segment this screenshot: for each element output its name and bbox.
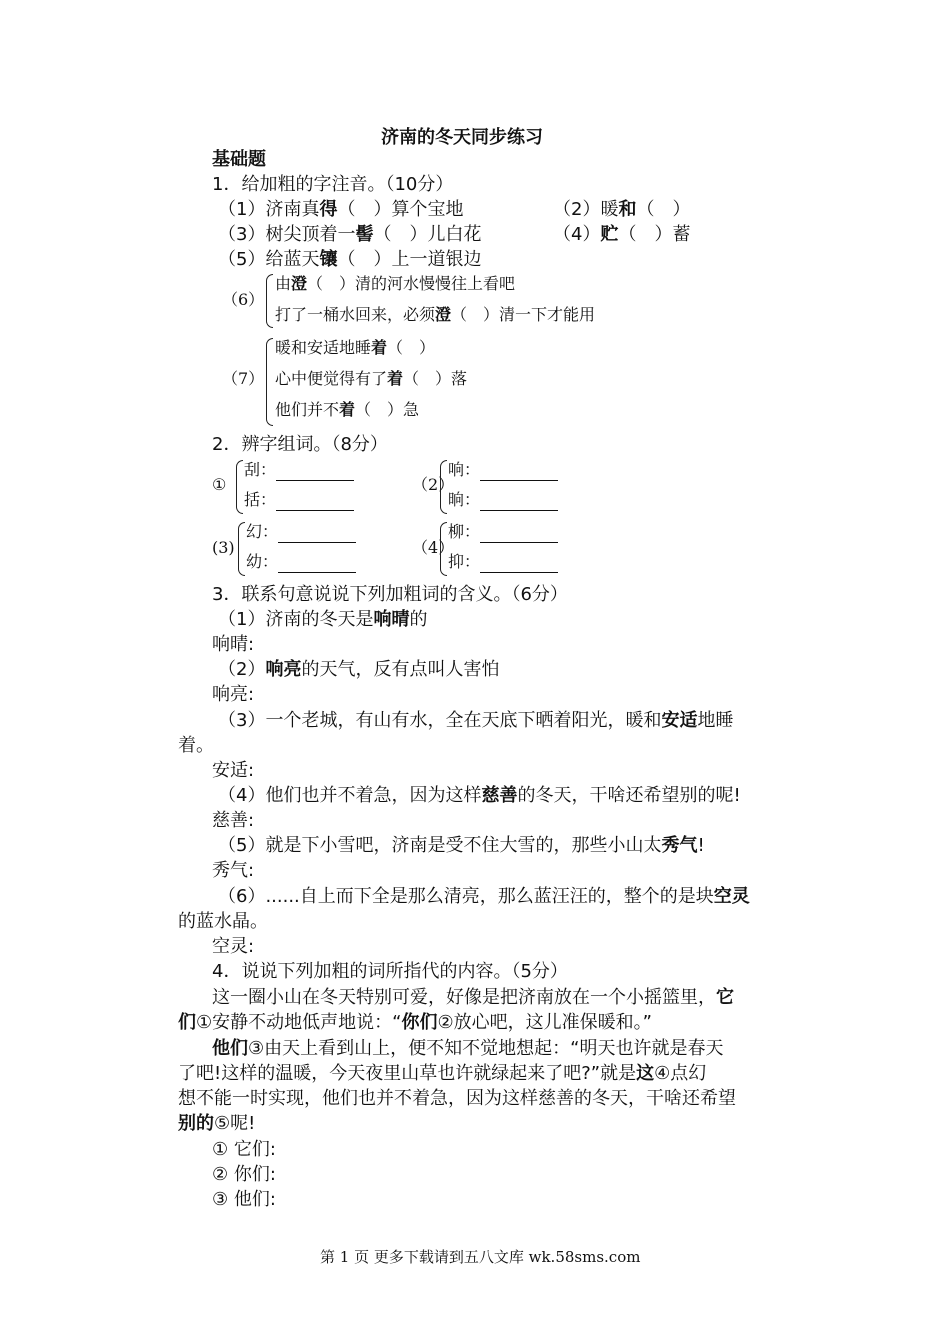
brace-bracket	[236, 460, 243, 514]
q2-group-1-label: ①	[212, 475, 227, 494]
q3-answer-1[interactable]: 响晴:	[212, 634, 255, 655]
q4-paragraph-1-line-1: 这一圈小山在冬天特别可爱，好像是把济南放在一个小摇篮里，它	[212, 987, 734, 1008]
q3-sentence-4: （4）他们也并不着急，因为这样慈善的冬天，干啥还希望别的呢!	[218, 785, 741, 806]
q3-sentence-3: （3）一个老城，有山有水，全在天底下晒着阳光，暖和安适地睡	[218, 710, 734, 731]
q3-answer-2[interactable]: 响亮:	[212, 684, 255, 705]
q4-paragraph-1-line-2: 们①安静不动地低声地说：“你们②放心吧，这儿准保暖和。”	[178, 1012, 652, 1033]
section-heading: 基础题	[212, 149, 266, 170]
q1-item-7-line-2: 心中便觉得有了着（ ）落	[275, 369, 468, 388]
q1-heading: 1．给加粗的字注音。（10分）	[212, 174, 454, 195]
q1-item-3: （3）树尖顶着一髻（ ）儿白花	[218, 224, 482, 245]
q2-group-4-label: （4）	[412, 538, 455, 557]
q2-group-2-label: （2）	[412, 475, 455, 494]
answer-blank[interactable]	[480, 492, 558, 511]
q3-answer-3[interactable]: 安适:	[212, 760, 255, 781]
q3-answer-5[interactable]: 秀气:	[212, 860, 255, 881]
answer-blank[interactable]	[480, 554, 558, 573]
q4-answer-1[interactable]: ① 它们:	[212, 1139, 276, 1160]
q4-paragraph-2-line-2: 了吧!这样的温暖，今天夜里山草也许就绿起来了吧?”就是这④点幻	[178, 1063, 707, 1084]
brace-bracket	[266, 338, 273, 426]
q1-item-7-label: （7）	[222, 369, 265, 388]
page-title: 济南的冬天同步练习	[381, 127, 543, 148]
q3-answer-4[interactable]: 慈善:	[212, 810, 255, 831]
q1-item-6-label: （6）	[222, 290, 265, 309]
q3-sentence-5: （5）就是下小雪吧，济南是受不住大雪的，那些小山太秀气!	[218, 835, 705, 856]
answer-blank[interactable]	[276, 462, 354, 481]
brace-bracket	[440, 460, 447, 514]
q3-sentence-6: （6）......自上而下全是那么清亮，那么蓝汪汪的，整个的是块空灵	[218, 886, 750, 907]
q1-item-5: （5）给蓝天镶（ ）上一道银边	[218, 249, 482, 270]
q2-group-2-a: 响：	[448, 459, 558, 481]
page-footer: 第 1 页 更多下载请到五八文库 wk.58sms.com	[320, 1248, 641, 1266]
q3-sentence-2: （2）响亮的天气，反有点叫人害怕	[218, 659, 500, 680]
q4-heading: 4．说说下列加粗的词所指代的内容。（5分）	[212, 961, 568, 982]
answer-blank[interactable]	[480, 462, 558, 481]
q4-answer-3[interactable]: ③ 他们:	[212, 1189, 276, 1210]
q1-item-7-line-1: 暖和安适地睡着（ ）	[275, 338, 436, 357]
q1-item-6-line-1: 由澄（ ）清的河水慢慢往上看吧	[275, 274, 516, 293]
q3-sentence-6-cont: 的蓝水晶。	[178, 911, 268, 932]
q4-paragraph-2-line-1: 他们③由天上看到山上，便不知不觉地想起：“明天也许就是春天	[212, 1038, 724, 1059]
answer-blank[interactable]	[278, 524, 356, 543]
answer-blank[interactable]	[480, 524, 558, 543]
q3-sentence-1: （1）济南的冬天是响晴的	[218, 609, 428, 630]
q4-paragraph-2-line-4: 别的⑤呢!	[178, 1113, 256, 1134]
brace-bracket	[238, 522, 245, 576]
q1-item-7-line-3: 他们并不着（ ）急	[275, 400, 420, 419]
q2-heading: 2．辨字组词。（8分）	[212, 434, 388, 455]
q3-heading: 3．联系句意说说下列加粗词的含义。（6分）	[212, 584, 568, 605]
q3-answer-6[interactable]: 空灵:	[212, 936, 255, 957]
brace-bracket	[266, 274, 273, 328]
q2-group-4-a: 柳：	[448, 521, 558, 543]
q2-group-1-b: 括：	[244, 489, 354, 511]
q2-group-2-b: 晌：	[448, 489, 558, 511]
q4-paragraph-2-line-3: 想不能一时实现，他们也并不着急，因为这样慈善的冬天，干啥还希望	[178, 1088, 736, 1109]
q2-group-3-b: 幼：	[246, 551, 356, 573]
q4-answer-2[interactable]: ② 你们:	[212, 1164, 276, 1185]
q2-group-3-a: 幻：	[246, 521, 356, 543]
q3-sentence-3-cont: 着。	[178, 735, 214, 756]
q2-group-3-label: (3)	[212, 538, 235, 557]
q1-item-2: （2）暖和（ ）	[553, 199, 691, 220]
q2-group-4-b: 抑：	[448, 551, 558, 573]
q2-group-1-a: 刮：	[244, 459, 354, 481]
answer-blank[interactable]	[276, 492, 354, 511]
answer-blank[interactable]	[278, 554, 356, 573]
q1-item-1: （1）济南真得（ ）算个宝地	[218, 199, 464, 220]
brace-bracket	[440, 522, 447, 576]
q1-item-4: （4）贮（ ）蓄	[553, 224, 691, 245]
q1-item-6-line-2: 打了一桶水回来，必须澄（ ）清一下才能用	[275, 305, 596, 324]
